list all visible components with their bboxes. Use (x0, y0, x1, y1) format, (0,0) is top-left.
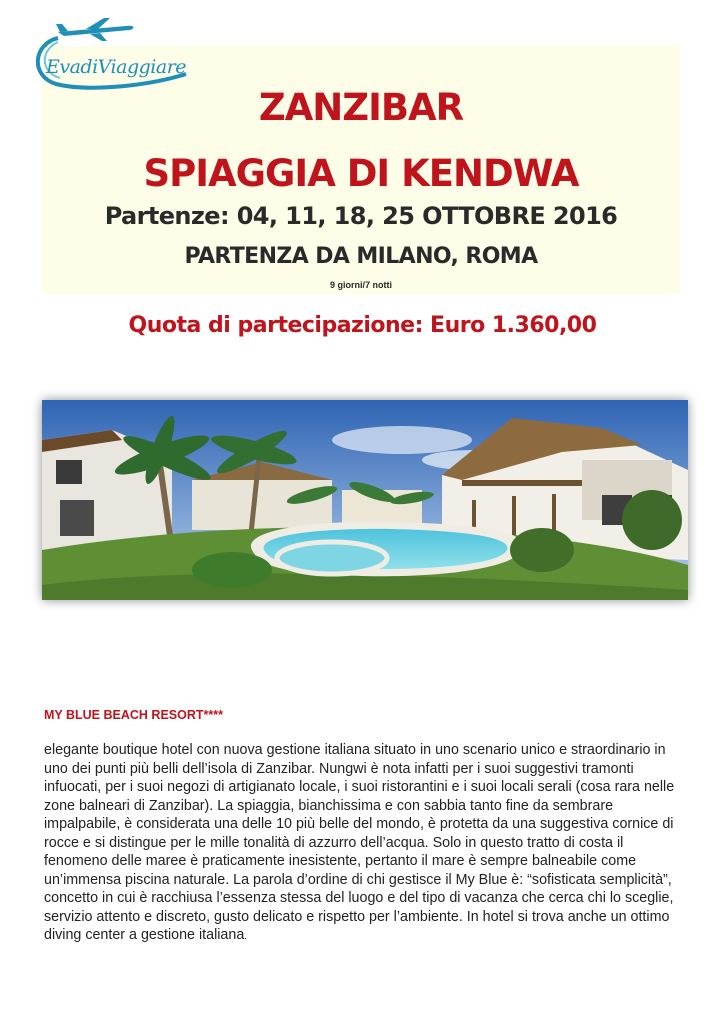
logo (16, 14, 196, 90)
page-title: ZANZIBAR (258, 86, 464, 129)
departure-dates: Partenze: 04, 11, 18, 25 OTTOBRE 2016 (104, 202, 618, 230)
price-line: Quota di partecipazione: Euro 1.360,00 (128, 313, 597, 338)
logo-brand-text: EvadiViaggiare (46, 56, 187, 78)
hotel-description (44, 741, 684, 947)
page-subtitle: SPIAGGIA DI KENDWA (143, 152, 579, 195)
departure-cities: PARTENZA DA MILANO, ROMA (184, 244, 538, 269)
hotel-name: MY BLUE BEACH RESORT**** (44, 708, 223, 722)
hotel-description-text: elegante boutique hotel con nuova gestione italiana situato in uno scenario unico e straordinario in uno dei punti più belli dell’isola di Zanzibar. Nungwi è nota infatti per i suoi suggestivi tramonti infuocati, per i suoi negozi di artigianato locale, i suoi ristorantini e i suoi locali serali (cosa rara nelle zone balneari di Zanzibar). La spiaggia, bianchissima e con sabbia tanto fine da sembrare impalpabile, è considerata una delle 10 più belle del mondo, è protetta da una suggestiva cornice di rocce e si distingue per le mille tonalità di azzurro dell’acqua. Solo in questo tratto di costa il fenomeno delle maree è praticamente inesistente, pertanto il mare è sempre balneabile come un’immensa piscina naturale. La parola d’ordine di chi gestisce il My Blue è: “sofisticata semplicità”, concetto in cui è racchiusa l’essenza stessa del luogo e del tipo di vacanza che cerca chi lo sceglie, servizio attento e discreto, gusto delicato e rispetto per l’ambiente. In hotel si trova anche un ottimo diving center a gestione italiana (44, 742, 675, 943)
resort-photo (42, 400, 688, 600)
airplane-icon (56, 16, 138, 42)
hotel-description-tail: . (244, 931, 248, 942)
trip-duration: 9 giorni/7 notti (330, 280, 392, 290)
